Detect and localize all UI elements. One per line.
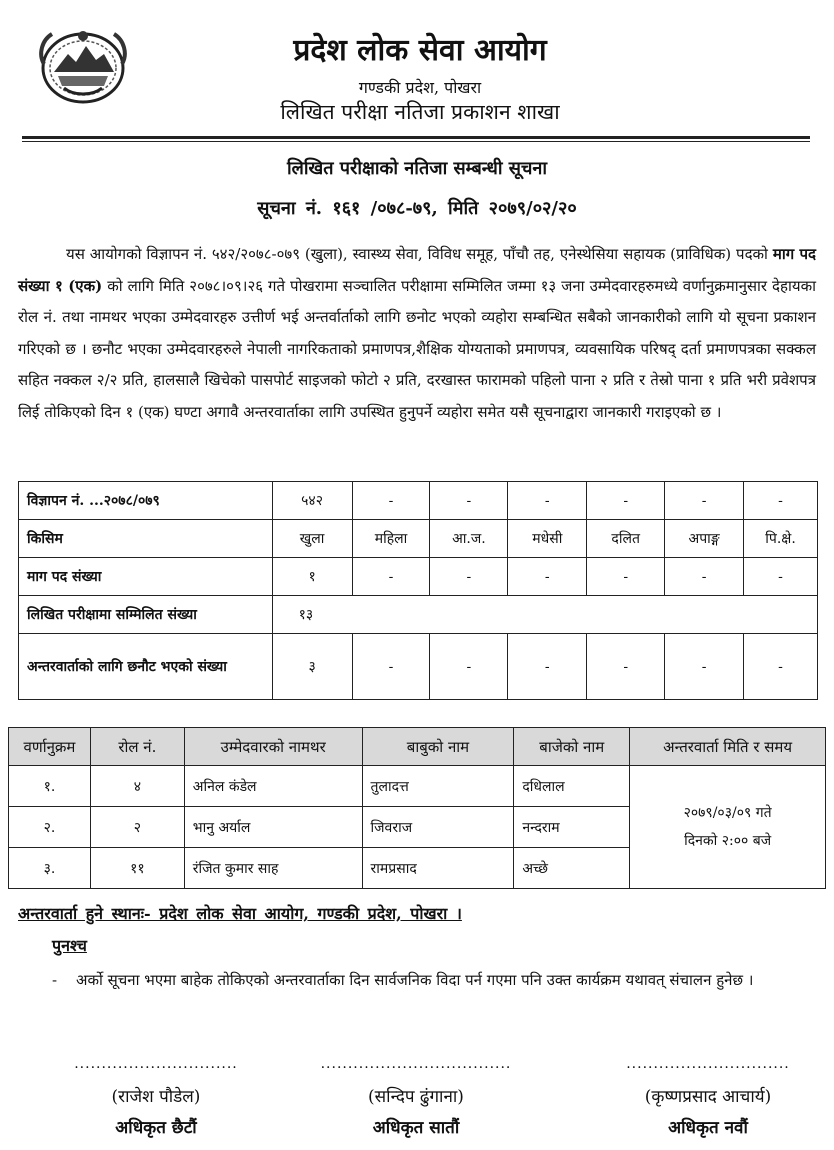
table-cell: - bbox=[508, 482, 587, 520]
signature-line: ................................... bbox=[320, 1056, 512, 1072]
postscript-text: अर्को सूचना भएमा बाहेक तोकिएको अन्तरवार्ताका दिन सार्वजनिक विदा पर्न गएमा पनि उक्त कार्यक्रम यथावत् संचालन हुनेछ । bbox=[76, 971, 754, 989]
signatory-name: (राजेश पौडेल) bbox=[111, 1087, 201, 1107]
table-cell: ३ bbox=[272, 634, 352, 700]
table-header-row bbox=[9, 728, 826, 766]
body-text-bold: माग पद संख्या १ (एक) bbox=[18, 245, 816, 295]
table-cell: - bbox=[587, 634, 665, 700]
table-cell: - bbox=[430, 482, 508, 520]
appeared-label: लिखित परीक्षामा सम्मिलित संख्या bbox=[19, 596, 273, 634]
roll-number: ४ bbox=[90, 766, 184, 807]
table-cell: पि.क्षे. bbox=[744, 520, 818, 558]
table-cell: - bbox=[665, 634, 744, 700]
body-text-2: को लागि मिति २०७८।०९।२६ गते पोखरामा सञ्चालित परीक्षामा सम्मिलित जम्मा १३ जना उम्मेदवारहरुमध्ये वर्णानुक्रमानुसार देहायका रोल नं. तथा नामथर भएका उम्मेदवारहरु उत्तीर्ण भई अन्तर्वार्ताको लागि छनोट भएको व्यहोरा सम्बन्धित सबैको जानकारीको लागि यो सूचना प्रकाशन गरिएको छ । छनौट भएका उम्मेदवारहरुले नेपाली नागरिकताको प्रमाणपत्र,शैक्षिक योग्यताको प्रमाणपत्र, व्यवसायिक परिषद् दर्ता प्रमाणपत्रका सक्कल सहित नक्कल २/२ प्रति, हालसालै खिचेको पासपोर्ट साइजको फोटो २ प्रति, दरखास्त फारामको पहिलो पाना २ प्रति र तेस्रो पाना १ प्रति भरी प्रवेशपत्र लिई तोकिएको दिन १ (एक) घण्टा अगावै अन्तरवार्ताका लागि उपस्थित हुनुपर्ने व्यहोरा समेत यसै सूचनाद्वारा जानकारी गराइएको छ । bbox=[18, 276, 816, 421]
results-table bbox=[8, 727, 826, 889]
signatory-name: (सन्दिप ढुंगाना) bbox=[368, 1087, 464, 1107]
grandfather-name: अच्छे bbox=[514, 848, 630, 889]
table-row bbox=[19, 634, 818, 700]
table-cell: - bbox=[665, 482, 744, 520]
notice-body bbox=[18, 239, 816, 428]
column-header: बाबुको नाम bbox=[362, 728, 514, 766]
column-header: वर्णानुक्रम bbox=[9, 728, 91, 766]
roll-number: ११ bbox=[90, 848, 184, 889]
serial-number: १. bbox=[9, 766, 91, 807]
table-row bbox=[19, 558, 818, 596]
table-cell: दलित bbox=[587, 520, 665, 558]
candidate-name: भानु अर्याल bbox=[184, 807, 362, 848]
notice-reference: सूचना नं. १६१ /०७८-७९, मिति २०७९/०२/२० bbox=[257, 198, 577, 219]
table-cell: - bbox=[352, 634, 430, 700]
interview-date: २०७९/०३/०९ गते bbox=[683, 805, 772, 821]
table-cell: - bbox=[430, 558, 508, 596]
interview-venue: अन्तरवार्ता हुने स्थानः- प्रदेश लोक सेवा आयोग, गण्डकी प्रदेश, पोखरा । bbox=[18, 904, 462, 923]
table-cell: - bbox=[744, 634, 818, 700]
signatory-1 bbox=[36, 1056, 276, 1138]
adv-label: विज्ञापन नं. ...२०७८/०७९ bbox=[19, 482, 273, 520]
father-name: तुलादत्त bbox=[362, 766, 514, 807]
header-divider-thin bbox=[22, 141, 810, 142]
table-row bbox=[19, 482, 818, 520]
notice-title: लिखित परीक्षाको नतिजा सम्बन्धी सूचना bbox=[286, 158, 548, 179]
interview-datetime bbox=[630, 766, 826, 889]
column-header: रोल नं. bbox=[90, 728, 184, 766]
interview-time: दिनको २:०० बजे bbox=[684, 833, 772, 849]
list-bullet: - bbox=[52, 971, 58, 989]
table-cell: मधेसी bbox=[508, 520, 587, 558]
postscript-heading: पुनश्च bbox=[52, 936, 87, 955]
signatory-position: अधिकृत सातौं bbox=[372, 1118, 460, 1138]
table-cell: - bbox=[430, 634, 508, 700]
grandfather-name: नन्दराम bbox=[514, 807, 630, 848]
table-row bbox=[19, 596, 818, 634]
org-location: गण्डकी प्रदेश, पोखरा bbox=[358, 78, 482, 97]
signatory-position: अधिकृत नवौं bbox=[668, 1118, 748, 1138]
table-row bbox=[9, 766, 826, 807]
table-cell: - bbox=[352, 482, 430, 520]
table-cell: - bbox=[508, 634, 587, 700]
father-name: जिवराज bbox=[362, 807, 514, 848]
table-cell: ५४२ bbox=[272, 482, 352, 520]
column-header: बाजेको नाम bbox=[514, 728, 630, 766]
body-text-1: यस आयोगको विज्ञापन नं. ५४२/२०७८-०७९ (खुला), स्वास्थ्य सेवा, विविध समूह, पाँचौ तह, एनेस्थेसिया सहायक (प्राविधिक) पदको bbox=[66, 245, 773, 263]
vacancy-table bbox=[18, 481, 818, 700]
father-name: रामप्रसाद bbox=[362, 848, 514, 889]
grandfather-name: दधिलाल bbox=[514, 766, 630, 807]
signatory-2 bbox=[296, 1056, 536, 1138]
signatory-3 bbox=[588, 1056, 828, 1138]
org-name: प्रदेश लोक सेवा आयोग bbox=[293, 33, 547, 68]
signature-line: .............................. bbox=[626, 1056, 790, 1072]
header-divider bbox=[22, 136, 810, 139]
type-label: किसिम bbox=[19, 520, 273, 558]
column-header: उम्मेदवारको नामथर bbox=[184, 728, 362, 766]
roll-number: २ bbox=[90, 807, 184, 848]
candidate-name: रंजित कुमार साह bbox=[184, 848, 362, 889]
table-cell: - bbox=[508, 558, 587, 596]
signatory-position: अधिकृत छैटौं bbox=[115, 1118, 197, 1138]
table-cell: - bbox=[587, 482, 665, 520]
posts-label: माग पद संख्या bbox=[19, 558, 273, 596]
table-cell: - bbox=[744, 558, 818, 596]
table-cell: खुला bbox=[272, 520, 352, 558]
table-cell: - bbox=[352, 558, 430, 596]
selected-label: अन्तरवार्ताको लागि छनौट भएको संख्या bbox=[19, 634, 273, 700]
appeared-count: १३ bbox=[272, 596, 817, 634]
serial-number: २. bbox=[9, 807, 91, 848]
table-cell: - bbox=[665, 558, 744, 596]
signatory-name: (कृष्णप्रसाद आचार्य) bbox=[644, 1087, 772, 1107]
table-cell: आ.ज. bbox=[430, 520, 508, 558]
table-row bbox=[19, 520, 818, 558]
branch-name: लिखित परीक्षा नतिजा प्रकाशन शाखा bbox=[280, 100, 560, 124]
table-cell: - bbox=[744, 482, 818, 520]
letterhead bbox=[0, 0, 834, 140]
table-cell: अपाङ्ग bbox=[665, 520, 744, 558]
column-header: अन्तरवार्ता मिति र समय bbox=[630, 728, 826, 766]
table-cell: - bbox=[587, 558, 665, 596]
table-cell: महिला bbox=[352, 520, 430, 558]
signature-line: .............................. bbox=[74, 1056, 238, 1072]
serial-number: ३. bbox=[9, 848, 91, 889]
table-cell: १ bbox=[272, 558, 352, 596]
candidate-name: अनिल कंडेल bbox=[184, 766, 362, 807]
